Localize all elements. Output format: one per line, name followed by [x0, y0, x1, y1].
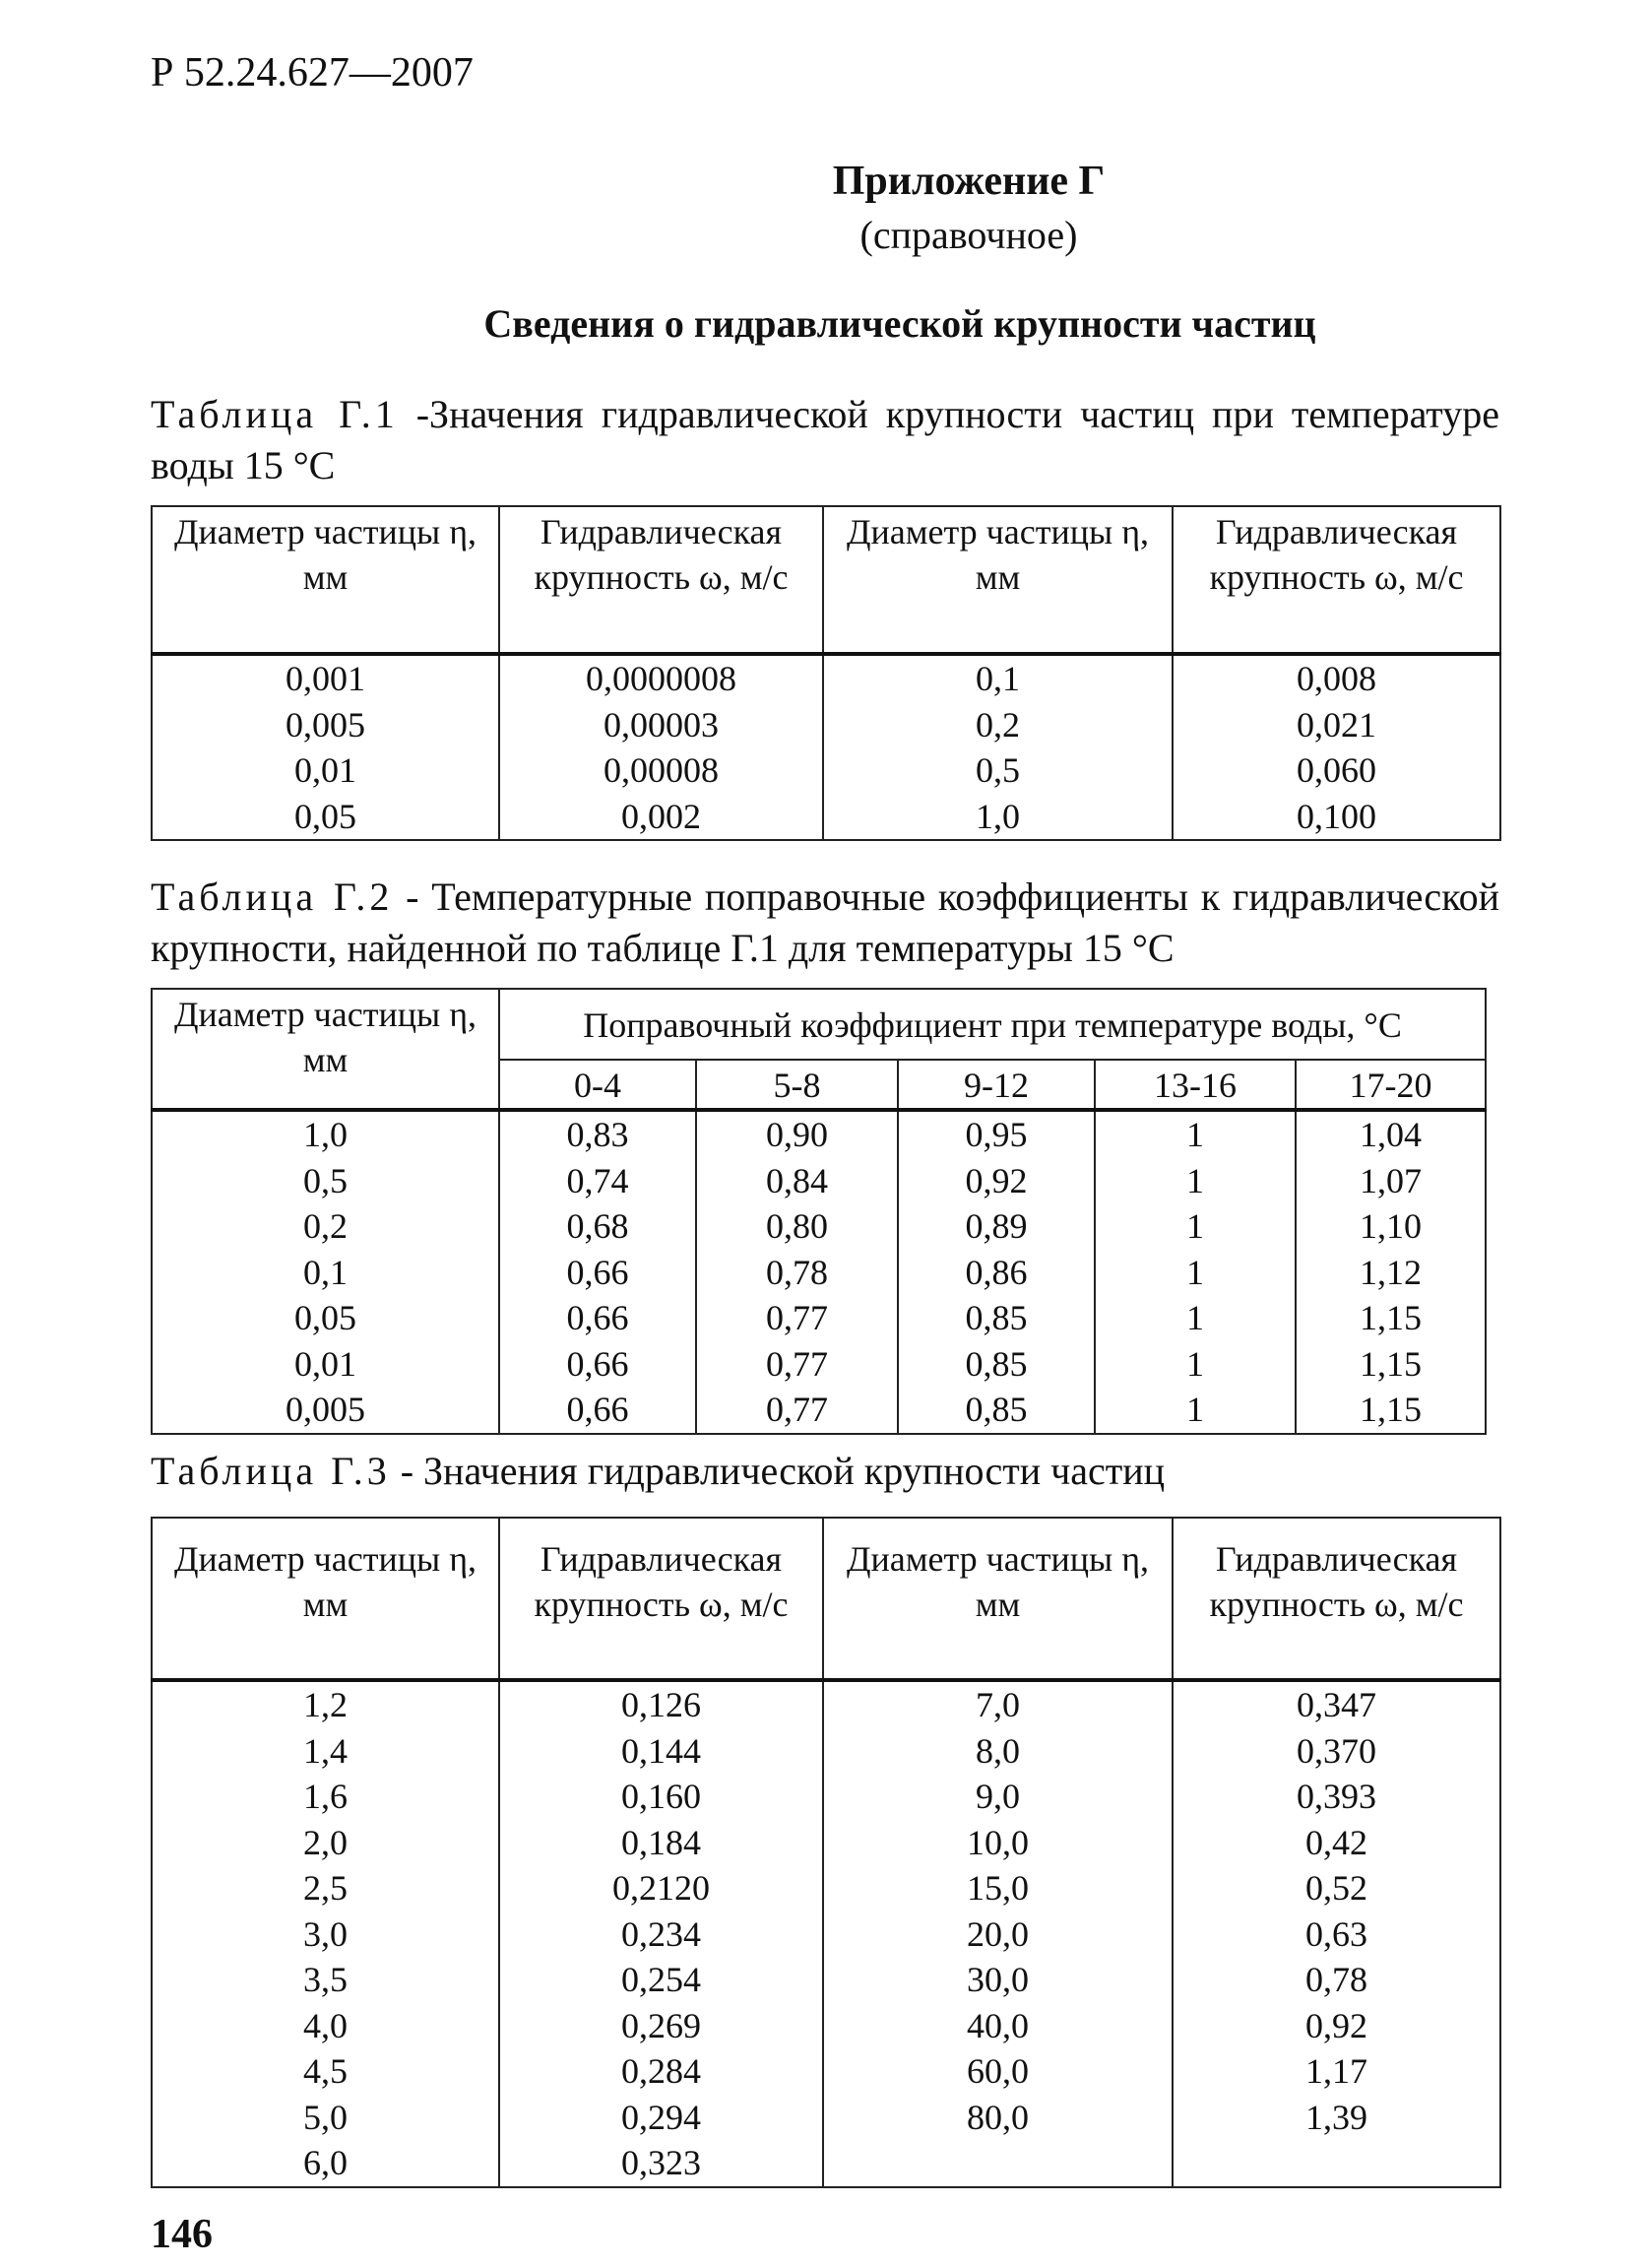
table-cell: 0,52 — [1173, 1865, 1500, 1912]
table-g2 — [151, 988, 1487, 1435]
table-cell: 4,0 — [152, 2003, 499, 2049]
table-row — [152, 1865, 1500, 1912]
table-cell: 0,294 — [499, 2095, 823, 2141]
table-row — [152, 1912, 1500, 1958]
table-cell: 0,74 — [499, 1158, 696, 1204]
table-cell: 1,10 — [1296, 1203, 1486, 1250]
table3-label: Таблица Г.3 — [151, 1449, 391, 1493]
table-cell: 0,77 — [696, 1341, 898, 1388]
table-cell: 0,1 — [152, 1250, 499, 1296]
table-cell: 0,05 — [152, 794, 499, 841]
table-cell: 0,2 — [823, 702, 1173, 748]
table-cell: 0,77 — [696, 1295, 898, 1341]
table-cell: 0,347 — [1173, 1680, 1500, 1728]
table-cell: 0,126 — [499, 1680, 823, 1728]
table-cell: 0,144 — [499, 1728, 823, 1775]
table-row — [152, 2048, 1500, 2095]
table-cell: 1 — [1095, 1295, 1296, 1341]
table1-body — [152, 654, 1500, 840]
table-cell: 7,0 — [823, 1680, 1173, 1728]
table-cell: 1 — [1095, 1158, 1296, 1204]
table-cell: 0,90 — [696, 1110, 898, 1158]
table-cell: 1,15 — [1296, 1295, 1486, 1341]
table-row — [152, 1957, 1500, 2003]
table-cell: 0,184 — [499, 1820, 823, 1866]
table-cell: 60,0 — [823, 2048, 1173, 2095]
table-cell: 0,393 — [1173, 1774, 1500, 1820]
table-cell: 0,78 — [1173, 1957, 1500, 2003]
table-cell: 0,77 — [696, 1387, 898, 1434]
table-cell: 0,269 — [499, 2003, 823, 2049]
page-number: 146 — [151, 2212, 213, 2257]
table1-header: Диаметр частицы η, мм — [823, 506, 1173, 654]
table-cell: 1 — [1095, 1250, 1296, 1296]
table-cell: 0,2120 — [499, 1865, 823, 1912]
table3-header: Диаметр частицы η, мм — [823, 1518, 1173, 1680]
appendix-subtitle: (справочное) — [859, 213, 1078, 257]
table-cell: 1,2 — [152, 1680, 499, 1728]
table3-header: Гидравлическая крупность ω, м/с — [1173, 1518, 1500, 1680]
table-cell: 1,15 — [1296, 1341, 1486, 1388]
table-cell: 1 — [1095, 1387, 1296, 1434]
table2-caption — [151, 872, 1499, 974]
table-cell: 0,5 — [152, 1158, 499, 1204]
table-cell: 0,100 — [1173, 794, 1500, 841]
table1-caption-text: -Значения гидравлической крупности частиц при температуре воды 15 °С — [151, 392, 1500, 487]
table-cell: 8,0 — [823, 1728, 1173, 1775]
table-cell: 0,00003 — [499, 702, 823, 748]
table1-caption — [151, 389, 1499, 491]
table-cell: 1,4 — [152, 1728, 499, 1775]
table-row — [152, 1110, 1486, 1158]
table2-temp-range: 0-4 — [499, 1060, 696, 1110]
table-row — [152, 1728, 1500, 1775]
table-cell: 1,04 — [1296, 1110, 1486, 1158]
table1-header: Диаметр частицы η, мм — [152, 506, 499, 654]
table-cell: 0,1 — [823, 654, 1173, 702]
table-row — [152, 2140, 1500, 2187]
table-cell: 0,005 — [152, 702, 499, 748]
table-cell: 0,83 — [499, 1110, 696, 1158]
table-cell: 0,85 — [898, 1387, 1095, 1434]
table3-header: Гидравлическая крупность ω, м/с — [499, 1518, 823, 1680]
table-cell: 40,0 — [823, 2003, 1173, 2049]
table-cell: 0,92 — [1173, 2003, 1500, 2049]
table-cell: 0,92 — [898, 1158, 1095, 1204]
table-row — [152, 1203, 1486, 1250]
table-cell: 1,39 — [1173, 2095, 1500, 2141]
table-cell: 2,0 — [152, 1820, 499, 1866]
table-cell: 0,021 — [1173, 702, 1500, 748]
table-cell: 0,84 — [696, 1158, 898, 1204]
table-cell: 4,5 — [152, 2048, 499, 2095]
table-cell: 0,66 — [499, 1341, 696, 1388]
table-cell: 1,0 — [152, 1110, 499, 1158]
table-cell: 0,001 — [152, 654, 499, 702]
table-cell: 80,0 — [823, 2095, 1173, 2141]
table-cell: 1 — [1095, 1110, 1296, 1158]
table-cell: 15,0 — [823, 1865, 1173, 1912]
table-cell: 0,42 — [1173, 1820, 1500, 1866]
table-cell: 0,00008 — [499, 747, 823, 794]
table2-header-coefficient: Поправочный коэффициент при температуре воды, °С — [499, 989, 1486, 1060]
table2-caption-text: - Температурные поправочные коэффициенты к гидравлической крупности, найденной по таблице Г.1 для температуры 15 °С — [151, 875, 1499, 970]
table2-body — [152, 1110, 1486, 1434]
table-cell: 1,07 — [1296, 1158, 1486, 1204]
table-cell: 0,86 — [898, 1250, 1095, 1296]
table-row — [152, 654, 1500, 702]
table3-header: Диаметр частицы η, мм — [152, 1518, 499, 1680]
table-cell: 20,0 — [823, 1912, 1173, 1958]
table-row — [152, 2003, 1500, 2049]
table-cell: 3,5 — [152, 1957, 499, 2003]
table-row — [152, 1341, 1486, 1388]
table-row — [152, 1680, 1500, 1728]
table-row — [152, 1774, 1500, 1820]
section-title: Сведения о гидравлической крупности частиц — [483, 301, 1316, 346]
table-cell: 1,15 — [1296, 1387, 1486, 1434]
table-cell: 0,01 — [152, 1341, 499, 1388]
document-code: Р 52.24.627—2007 — [151, 50, 474, 96]
table2-temp-range: 17-20 — [1296, 1060, 1486, 1110]
table1-header: Гидравлическая крупность ω, м/с — [499, 506, 823, 654]
table-cell — [823, 2140, 1173, 2187]
table-cell: 10,0 — [823, 1820, 1173, 1866]
table-row — [152, 1820, 1500, 1866]
table-cell: 0,060 — [1173, 747, 1500, 794]
table-cell: 1,6 — [152, 1774, 499, 1820]
table3-body — [152, 1680, 1500, 2187]
appendix-title: Приложение Г — [832, 159, 1106, 204]
table-g3 — [151, 1517, 1501, 2188]
table-cell: 0,05 — [152, 1295, 499, 1341]
table-cell: 30,0 — [823, 1957, 1173, 2003]
table1-header: Гидравлическая крупность ω, м/с — [1173, 506, 1500, 654]
table-row — [152, 794, 1500, 841]
table-cell: 0,008 — [1173, 654, 1500, 702]
table-cell: 0,63 — [1173, 1912, 1500, 1958]
table-cell: 2,5 — [152, 1865, 499, 1912]
table-cell: 0,0000008 — [499, 654, 823, 702]
table-cell: 1,12 — [1296, 1250, 1486, 1296]
table-cell: 0,323 — [499, 2140, 823, 2187]
table-row — [152, 1158, 1486, 1204]
table-cell: 1 — [1095, 1203, 1296, 1250]
table-row — [152, 1250, 1486, 1296]
table-cell: 0,005 — [152, 1387, 499, 1434]
table1-label: Таблица Г.1 — [151, 392, 399, 436]
table-cell: 0,01 — [152, 747, 499, 794]
table-cell: 1,0 — [823, 794, 1173, 841]
table-cell: 3,0 — [152, 1912, 499, 1958]
table-cell: 0,66 — [499, 1387, 696, 1434]
table-cell: 0,254 — [499, 1957, 823, 2003]
table-cell: 0,95 — [898, 1110, 1095, 1158]
table2-temp-range: 5-8 — [696, 1060, 898, 1110]
table-row — [152, 702, 1500, 748]
table-cell: 0,85 — [898, 1295, 1095, 1341]
table-cell: 0,78 — [696, 1250, 898, 1296]
table-cell: 0,234 — [499, 1912, 823, 1958]
table-row — [152, 1387, 1486, 1434]
table-cell: 0,284 — [499, 2048, 823, 2095]
table-cell: 0,370 — [1173, 1728, 1500, 1775]
table-cell: 0,66 — [499, 1250, 696, 1296]
table2-temp-range: 9-12 — [898, 1060, 1095, 1110]
table-cell: 0,002 — [499, 794, 823, 841]
table-cell: 0,160 — [499, 1774, 823, 1820]
table-cell: 0,68 — [499, 1203, 696, 1250]
table-cell: 1 — [1095, 1341, 1296, 1388]
table2-label: Таблица Г.2 — [151, 875, 394, 919]
table-cell: 0,2 — [152, 1203, 499, 1250]
table-cell: 5,0 — [152, 2095, 499, 2141]
table-row — [152, 2095, 1500, 2141]
table-cell: 0,85 — [898, 1341, 1095, 1388]
table3-caption-text: - Значения гидравлической крупности частиц — [390, 1449, 1166, 1493]
table-cell: 1,17 — [1173, 2048, 1500, 2095]
table-g1 — [151, 505, 1501, 841]
table-row — [152, 747, 1500, 794]
table2-header-diameter: Диаметр частицы η, мм — [152, 989, 499, 1110]
table-cell: 0,66 — [499, 1295, 696, 1341]
table2-temp-range: 13-16 — [1095, 1060, 1296, 1110]
table-cell: 0,5 — [823, 747, 1173, 794]
table-cell: 0,89 — [898, 1203, 1095, 1250]
table-cell: 9,0 — [823, 1774, 1173, 1820]
table-cell: 6,0 — [152, 2140, 499, 2187]
table-cell — [1173, 2140, 1500, 2187]
table-cell: 0,80 — [696, 1203, 898, 1250]
table-row — [152, 1295, 1486, 1341]
table3-caption — [151, 1446, 1499, 1497]
